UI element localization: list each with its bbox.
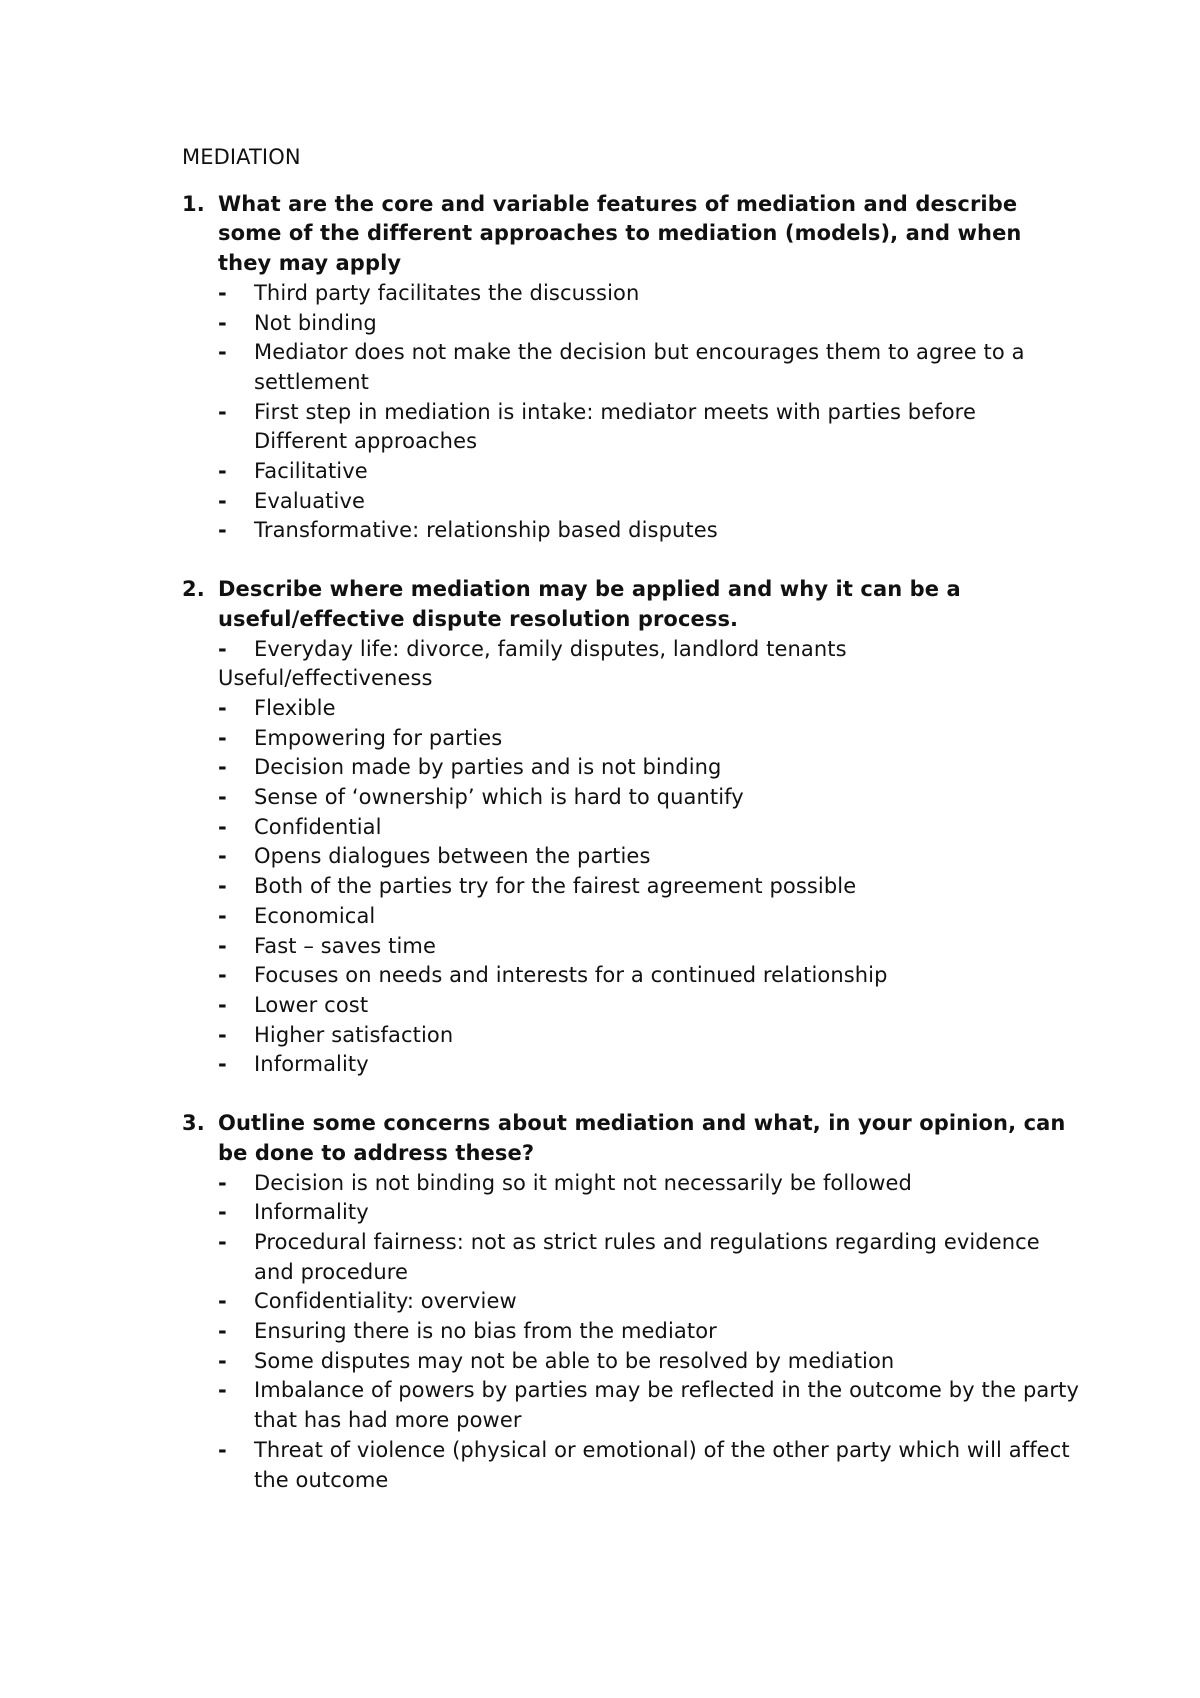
- dash-bullet-icon: -: [218, 695, 227, 720]
- list-item-text: Empowering for parties: [254, 725, 503, 750]
- list-item-text: Fast – saves time: [254, 933, 436, 958]
- list-item-text: Not binding: [254, 310, 377, 335]
- list-item: [218, 1198, 1082, 1228]
- dash-bullet-icon: -: [218, 844, 227, 869]
- list-item-text: Ensuring there is no bias from the mediator: [254, 1319, 717, 1344]
- dash-bullet-icon: -: [218, 755, 227, 780]
- question-text: Outline some concerns about mediation and what, in your opinion, can be done to address these?: [218, 1111, 1066, 1165]
- list-item-text: Lower cost: [254, 992, 369, 1017]
- dash-bullet-icon: -: [218, 1437, 227, 1462]
- list-item-text: Some disputes may not be able to be resolved by mediation: [254, 1348, 895, 1373]
- list-item: [218, 902, 1082, 932]
- list-item: [218, 1169, 1082, 1199]
- list-item: [218, 1317, 1082, 1347]
- dash-bullet-icon: -: [218, 785, 227, 810]
- dash-bullet-icon: -: [218, 1052, 227, 1077]
- list-item-text: Higher satisfaction: [254, 1022, 454, 1047]
- list-item: [218, 783, 1082, 813]
- dash-bullet-icon: -: [218, 1200, 227, 1225]
- question-3: [182, 1109, 1082, 1495]
- dash-bullet-icon: -: [218, 459, 227, 484]
- dash-bullet-icon: -: [218, 1170, 227, 1195]
- list-item-text: Informality: [254, 1052, 369, 1077]
- dash-bullet-icon: -: [218, 1348, 227, 1373]
- list-item: [218, 1228, 1082, 1287]
- list-item: [218, 724, 1082, 754]
- question-number: 1.: [182, 191, 205, 216]
- list-item-text: Opens dialogues between the parties: [254, 844, 651, 869]
- list-item: [218, 1347, 1082, 1377]
- list-item-text: Procedural fairness: not as strict rules and regulations regarding evidence and procedure: [254, 1229, 1040, 1284]
- list-item: [218, 1376, 1082, 1435]
- list-item-text: Threat of violence (physical or emotional) of the other party which will affect the outcome: [254, 1437, 1070, 1492]
- list-item: [218, 961, 1082, 991]
- list-item: [218, 457, 1082, 487]
- list-item: [218, 487, 1082, 517]
- list-item: [218, 872, 1082, 902]
- dash-bullet-icon: -: [218, 963, 227, 988]
- list-item-text: Confidential: [254, 814, 382, 839]
- list-item: [218, 991, 1082, 1021]
- dash-bullet-icon: -: [218, 518, 227, 543]
- dash-bullet-icon: -: [218, 1022, 227, 1047]
- list-item-text: Flexible: [254, 695, 336, 720]
- list-item-text: Imbalance of powers by parties may be reflected in the outcome by the party that has had more power: [254, 1378, 1079, 1433]
- answer-list: [218, 1169, 1082, 1496]
- list-item-text: Decision made by parties and is not binding: [254, 755, 722, 780]
- question-heading: [182, 1109, 1082, 1168]
- list-item: [218, 1021, 1082, 1051]
- question-heading: [182, 575, 1082, 634]
- question-number: 2.: [182, 577, 205, 602]
- list-item-text: Both of the parties try for the fairest agreement possible: [254, 874, 857, 899]
- list-item: [218, 1050, 1082, 1080]
- question-text: What are the core and variable features of mediation and describe some of the different approaches to mediation (models), and when they may apply: [218, 191, 1022, 276]
- dash-bullet-icon: -: [218, 310, 227, 335]
- list-item-text: Facilitative: [254, 459, 368, 484]
- subheading-text: Different approaches: [254, 429, 478, 454]
- list-item: [218, 516, 1082, 546]
- list-item: [218, 338, 1082, 397]
- question-text: Describe where mediation may be applied and why it can be a useful/effective dispute resolution process.: [218, 577, 961, 631]
- question-number: 3.: [182, 1111, 205, 1136]
- dash-bullet-icon: -: [218, 814, 227, 839]
- list-item: [218, 753, 1082, 783]
- dash-bullet-icon: -: [218, 1378, 227, 1403]
- list-item-text: Economical: [254, 903, 376, 928]
- question-2: [182, 575, 1082, 1080]
- document-title: MEDIATION: [182, 145, 301, 169]
- list-item: [218, 309, 1082, 339]
- list-item-text: Decision is not binding so it might not necessarily be followed: [254, 1170, 912, 1195]
- list-item-text: Mediator does not make the decision but encourages them to agree to a settlement: [254, 340, 1025, 394]
- dash-bullet-icon: -: [218, 933, 227, 958]
- dash-bullet-icon: -: [218, 636, 227, 661]
- list-item-text: First step in mediation is intake: mediator meets with parties before: [254, 399, 976, 424]
- list-item: [218, 842, 1082, 872]
- list-item-text: Everyday life: divorce, family disputes, landlord tenants: [254, 636, 847, 661]
- list-item: [218, 1436, 1082, 1495]
- list-item-text: Transformative: relationship based disputes: [254, 518, 718, 543]
- dash-bullet-icon: -: [218, 1319, 227, 1344]
- question-1: [182, 190, 1082, 546]
- dash-bullet-icon: -: [218, 903, 227, 928]
- question-list: [182, 190, 1082, 1496]
- question-heading: [182, 190, 1082, 279]
- dash-bullet-icon: -: [218, 340, 227, 365]
- list-item: [218, 635, 1082, 665]
- list-item: [218, 694, 1082, 724]
- list-item-text: Sense of ‘ownership’ which is hard to quantify: [254, 785, 744, 810]
- answer-list: [218, 279, 1082, 546]
- dash-bullet-icon: -: [218, 1289, 227, 1314]
- dash-bullet-icon: -: [218, 874, 227, 899]
- list-item-text: Confidentiality: overview: [254, 1289, 517, 1314]
- answer-list: [218, 635, 1082, 1081]
- document-page: [182, 143, 1082, 1524]
- dash-bullet-icon: -: [218, 725, 227, 750]
- subheading-text: Useful/effectiveness: [218, 666, 433, 691]
- dash-bullet-icon: -: [218, 1229, 227, 1254]
- dash-bullet-icon: -: [218, 992, 227, 1017]
- dash-bullet-icon: -: [218, 280, 227, 305]
- list-item: [218, 1287, 1082, 1317]
- list-item: [218, 279, 1082, 309]
- list-item-text: Evaluative: [254, 488, 365, 513]
- list-item: [218, 398, 1082, 428]
- dash-bullet-icon: -: [218, 399, 227, 424]
- list-item-text: Focuses on needs and interests for a continued relationship: [254, 963, 888, 988]
- dash-bullet-icon: -: [218, 488, 227, 513]
- list-item: [218, 932, 1082, 962]
- list-item-text: Informality: [254, 1200, 369, 1225]
- list-item: [218, 813, 1082, 843]
- list-item-text: Third party facilitates the discussion: [254, 280, 640, 305]
